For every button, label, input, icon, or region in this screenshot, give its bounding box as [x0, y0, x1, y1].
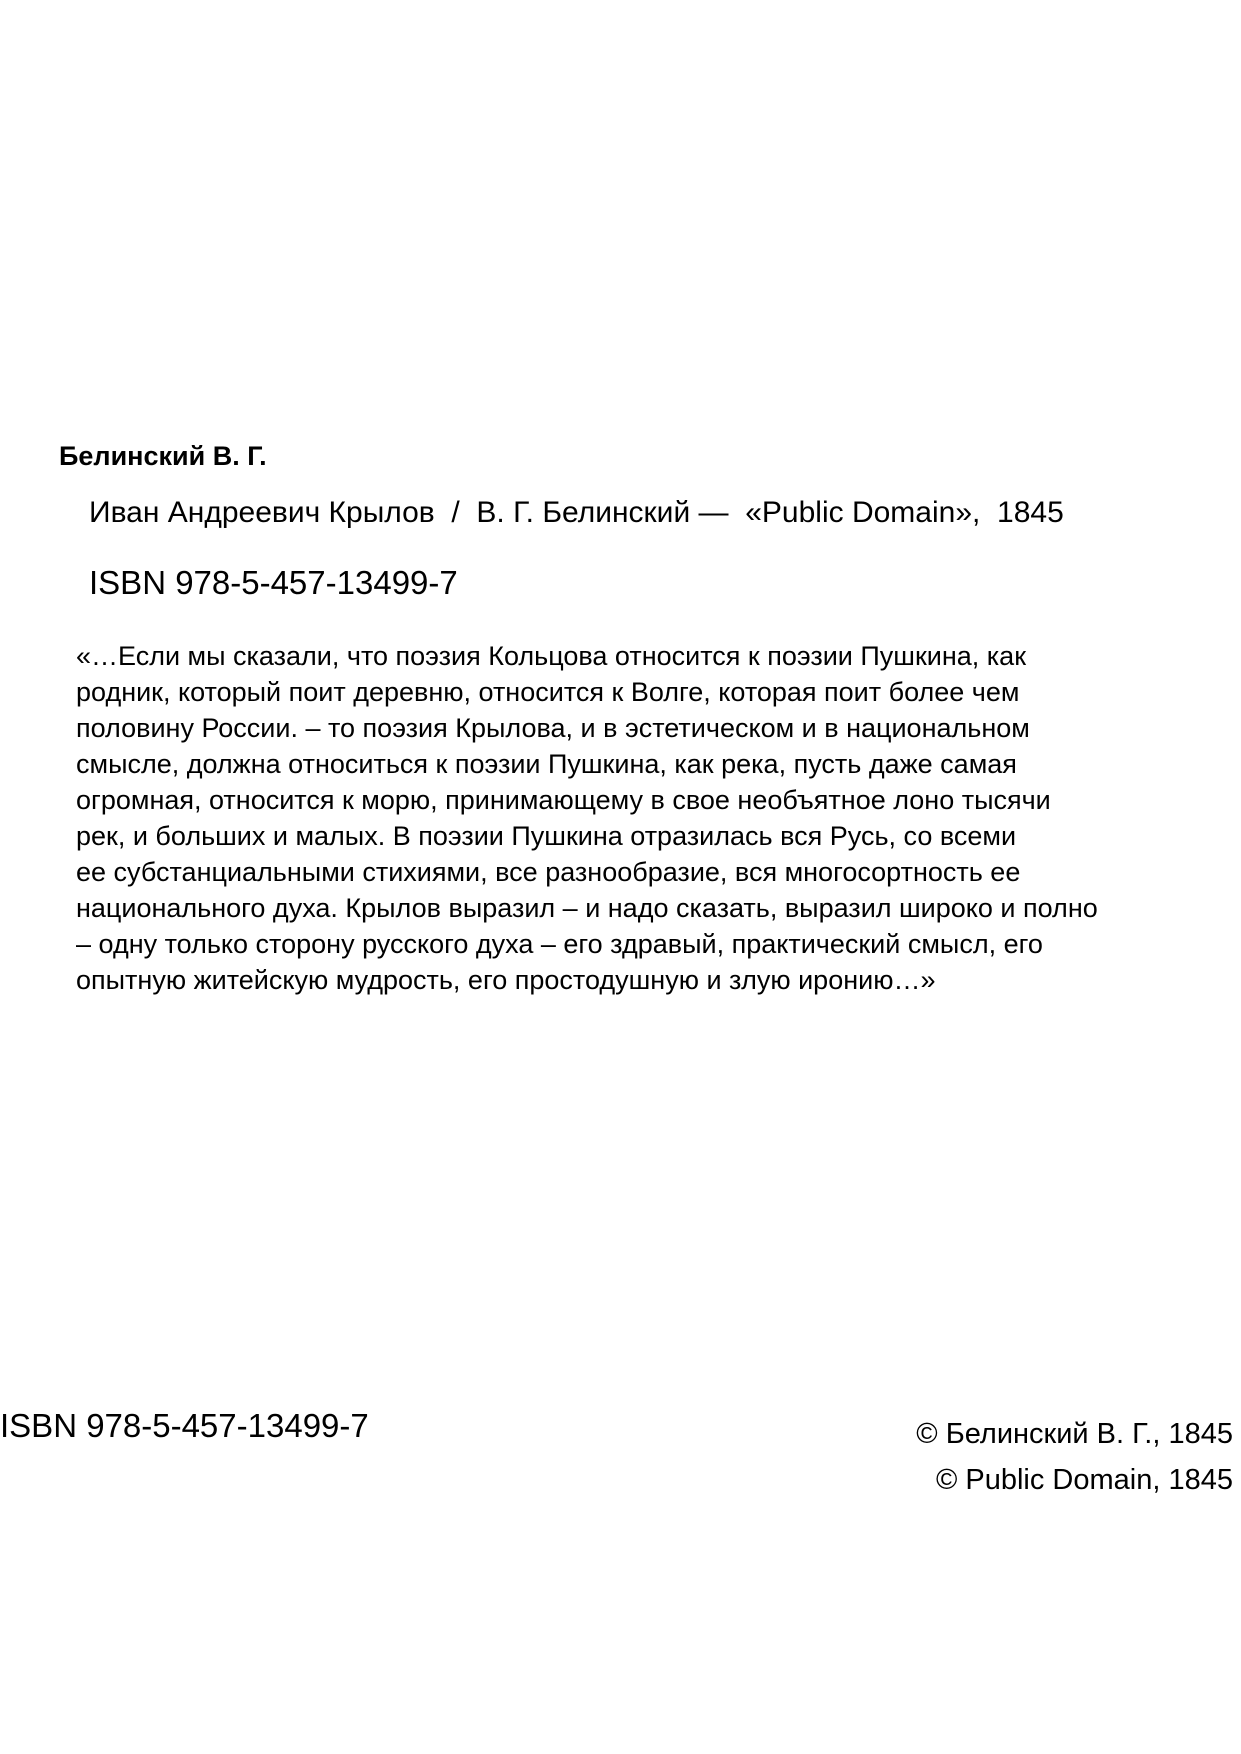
citation-separator: / — [451, 496, 460, 529]
annotation-line: опытную житейскую мудрость, его простодушную и злую иронию…» — [76, 965, 936, 995]
annotation-line: родник, который поит деревню, относится к Волге, которая поит более чем — [76, 677, 1020, 707]
annotation-line: огромная, относится к морю, принимающему в свое необъятное лоно тысячи — [76, 785, 1051, 815]
annotation-line: половину России. – то поэзия Крылова, и в эстетическом и в национальном — [76, 713, 1030, 743]
isbn-top: ISBN 978-5-457-13499-7 — [89, 564, 458, 601]
annotation-line: смысле, должна относиться к поэзии Пушкина, как река, пусть даже самая — [76, 749, 1017, 779]
annotation-line: – одну только сторону русского духа – его здравый, практический смысл, его — [76, 929, 1043, 959]
copyright-block — [916, 1411, 1233, 1503]
annotation-line: ее субстанциальными стихиями, все разнообразие, вся многосортность ее — [76, 857, 1021, 887]
book-title: Иван Андреевич Крылов — [89, 496, 435, 529]
annotation-line: национального духа. Крылов выразил – и надо сказать, выразил широко и полно — [76, 893, 1098, 923]
annotation-line: рек, и больших и малых. В поэзии Пушкина отразилась вся Русь, со всеми — [76, 821, 1017, 851]
bibliographic-citation — [89, 493, 1064, 533]
copyright-author: © Белинский В. Г., 1845 — [916, 1418, 1233, 1450]
citation-year: 1845 — [997, 496, 1064, 529]
annotation-paragraph — [76, 638, 1226, 998]
copyright-publisher: © Public Domain, 1845 — [935, 1464, 1233, 1496]
citation-responsibility: В. Г. Белинский — — [476, 496, 729, 529]
citation-publisher: «Public Domain», — [745, 496, 981, 529]
annotation-line: «…Если мы сказали, что поэзия Кольцова относится к поэзии Пушкина, как — [76, 641, 1027, 671]
isbn-bottom: ISBN 978-5-457-13499-7 — [0, 1407, 369, 1444]
author-heading: Белинский В. Г. — [59, 441, 267, 471]
